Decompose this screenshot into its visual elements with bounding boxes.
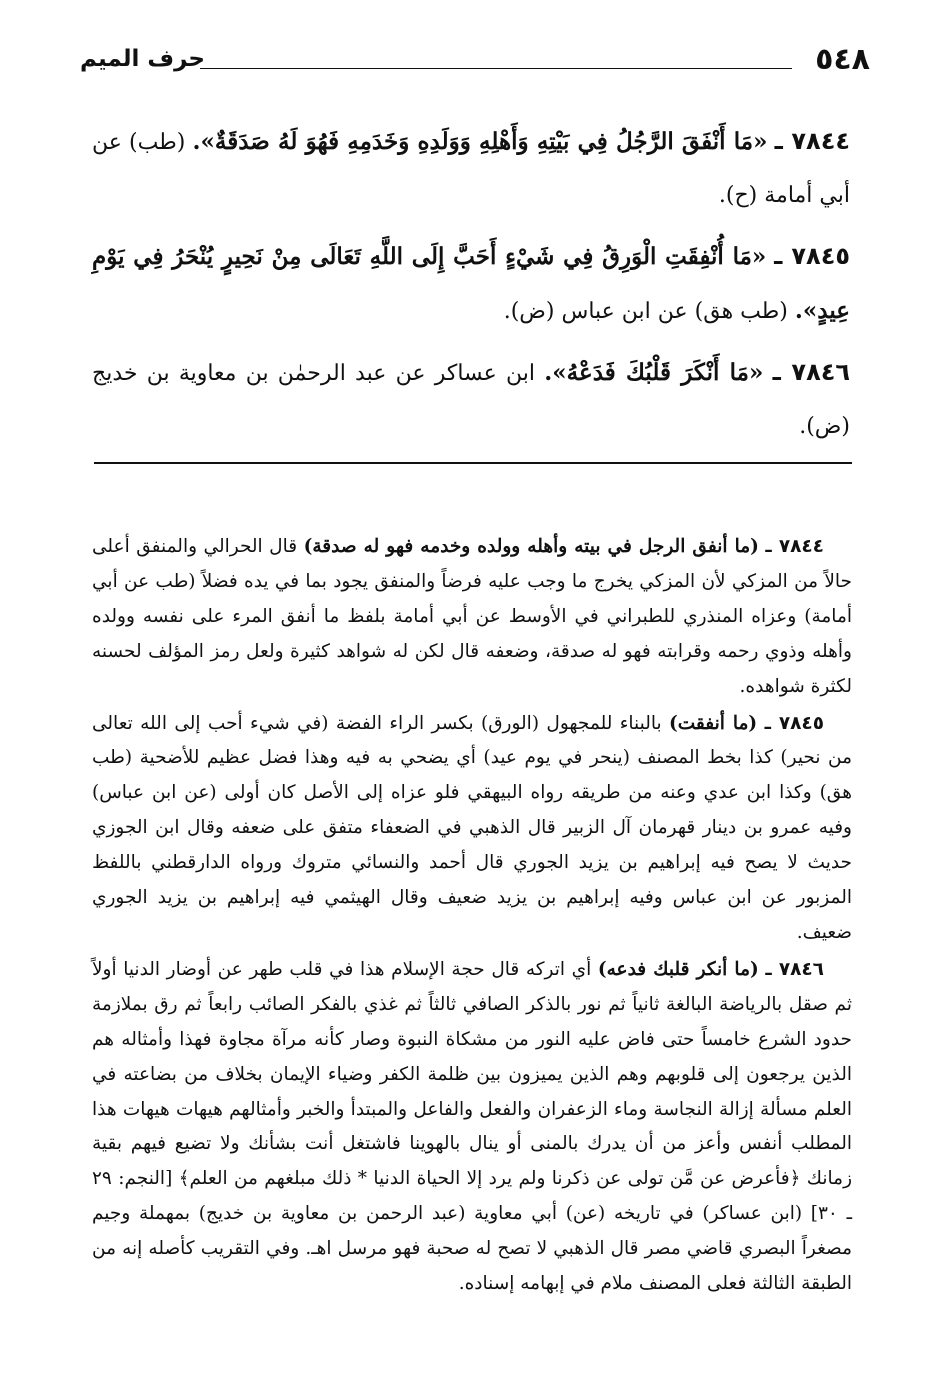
hadith-number: ٧٨٤٦ ـ <box>772 358 851 386</box>
hadith-list <box>92 115 850 461</box>
commentary-number: ٧٨٤٦ ـ <box>765 958 824 980</box>
hadith-source: (طب هق) عن ابن عباس (ض). <box>503 299 788 324</box>
header-rule <box>200 68 792 69</box>
hadith-entry <box>92 230 850 338</box>
hadith-text: «مَا أُنْفِقَتِ الْوَرِقُ فِي شَيْءٍ أَحَبَّ إِلَى اللَّهِ تَعَالَى مِنْ نَحِيرٍ يُنْحَرُ فِي يَوْمِ عِيدٍ». <box>92 243 850 324</box>
commentary-text: أي اتركه قال حجة الإسلام هذا في قلب طهر عن أوضار الدنيا أولاً ثم صقل بالرياضة البالغة ثانياً ثم نور بالذكر الصافي ثالثاً ثم غذي بالفكر الصائب رابعاً ثم رق بملازمة حدود الشرع خامساً حتى فاض عليه النور من مشكاة النبوة وصار كأنه مرآة مجاوة فهذا وأمثاله هم الذين يرجعون إلى قلوبهم وهم الذين يميزون بين ظلمة الكفر وضياء الإيمان بخلاف من بضاعته في العلم مسألة إزالة النجاسة وماء الزعفران والفعل والفاعل والمبتدأ والخبر وأمثالهم هيهات هيهات هذا المطلب أنفس وأعز من أن يدرك بالمنى أو ينال بالهوينا فاشتغل أنت بشأنك ولا تضيع فيهم بقية زمانك ﴿فأعرض عن مَّن تولى عن ذكرنا ولم يرد إلا الحياة الدنيا * ذلك مبلغهم من العلم﴾ [النجم: ٢٩ ـ ٣٠] (ابن عساكر) في تاريخه (عن) أبي معاوية (عبد الرحمن بن معاوية بن خديج) بمهملة وجيم مصغراً البصري قاضي مصر قال الذهبي لا تصح له صحبة فهو مرسل اهـ. وفي التقريب كأصله إنه من الطبقة الثالثة فعلى المصنف ملام في إبهامه إسناده. <box>92 958 852 1295</box>
hadith-entry <box>92 346 850 453</box>
hadith-text: «مَا أَنْفَقَ الرَّجُلُ فِي بَيْتِهِ وَأَهْلِهِ وَوَلَدِهِ وَخَدَمِهِ فَهُوَ لَهُ صَدَقَةٌ». <box>192 128 768 155</box>
commentary-entry <box>92 707 852 951</box>
hadith-entry <box>92 115 850 222</box>
hadith-source: ابن عساكر عن عبد الرحمٰن بن معاوية بن خديج (ض). <box>92 361 850 439</box>
page-header <box>80 40 870 80</box>
commentary-quote: (ما أنفق الرجل في بيته وأهله وولده وخدمه فهو له صدقة) <box>303 536 759 557</box>
commentary-section <box>92 530 852 1304</box>
commentary-text: قال الحرالي والمنفق أعلى حالاً من المزكي لأن المزكي يخرج ما وجب عليه فرضاً والمنفق يجود بما في يده فضلاً (طب عن أبي أمامة) وعزاه المنذري للطبراني في الأوسط عن أبي أمامة بلفظ ما أنفق المرء على نفسه وولده وأهله وذوي رحمه وقرابته فهو له صدقة، وضعفه قال لكن له شواهد كثيرة ولعل رمز المؤلف لحسنه لكثرة شواهده. <box>92 536 852 697</box>
commentary-entry <box>92 953 852 1302</box>
chapter-title: حرف الميم <box>80 46 205 72</box>
commentary-quote: (ما أنفقت) <box>669 712 758 734</box>
commentary-text: بالبناء للمجهول (الورق) بكسر الراء الفضة (في شيء أحب إلى الله تعالى من نحير) كذا بخط المصنف (ينحر في يوم عيد) أي يضحي به فيه وهذا فضل عظيم للأضحية (طب هق) وكذا ابن عدي وعنه من طريقه رواه البيهقي فلو عزاه إلى الأصل كان أولى (عن ابن عباس) وفيه عمرو بن دينار قهرمان آل الزبير قال الذهبي في الضعفاء متفق على ضعفه وقال ابن الجوزي حديث لا يصح فيه إبراهيم بن يزيد الجوري قال أحمد والنسائي متروك ورواه الدارقطني باللفظ المزبور عن ابن عباس وفيه إبراهيم بن يزيد ضعيف وقال الهيثمي فيه إبراهيم بن يزيد الجوري ضعيف. <box>92 712 852 943</box>
section-divider <box>94 462 852 464</box>
hadith-number: ٧٨٤٤ ـ <box>774 127 850 155</box>
hadith-text: «مَا أَنْكَرَ قَلْبُكَ فَدَعْهُ». <box>544 359 764 386</box>
hadith-source: (طب) عن أبي أمامة (ح). <box>92 130 850 208</box>
commentary-entry <box>92 530 852 705</box>
commentary-number: ٧٨٤٥ ـ <box>764 712 824 734</box>
commentary-quote: (ما أنكر قلبك فدعه) <box>597 958 759 980</box>
page-number: ٥٤٨ <box>815 42 870 77</box>
hadith-number: ٧٨٤٥ ـ <box>774 242 850 270</box>
commentary-number: ٧٨٤٤ ـ <box>765 536 824 557</box>
